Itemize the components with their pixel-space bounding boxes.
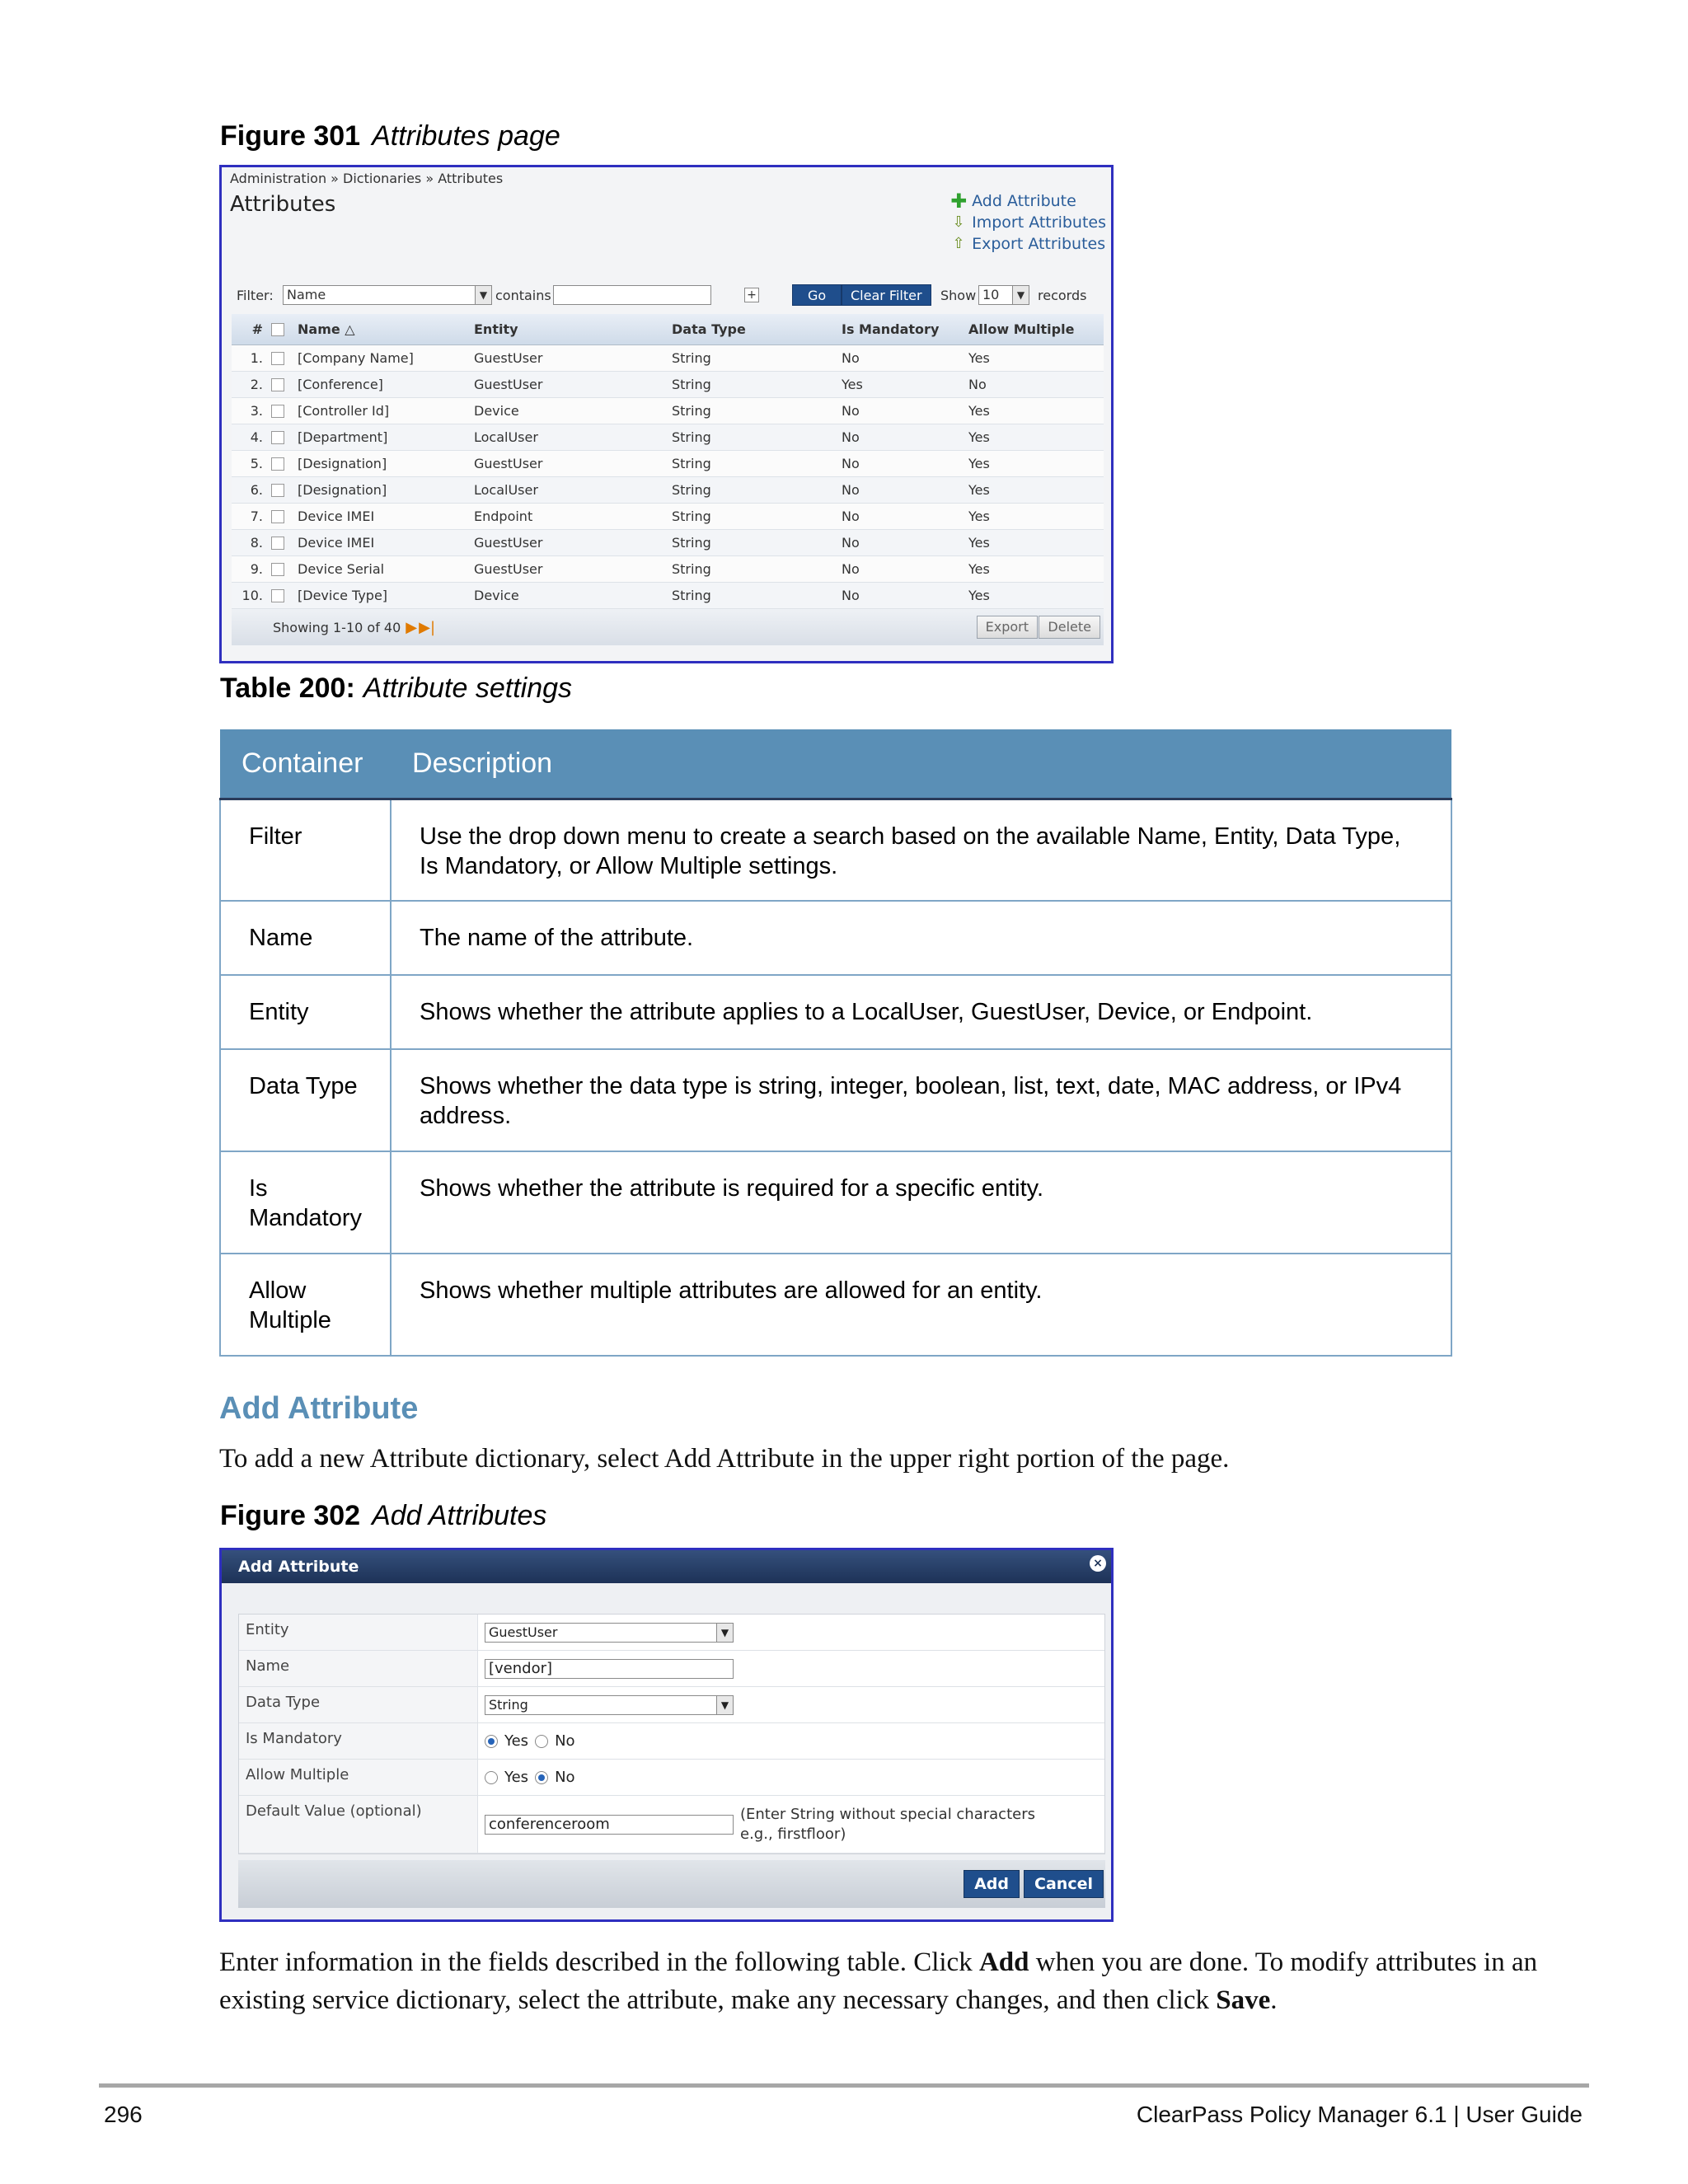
grid-footer <box>232 609 1104 645</box>
row-is-mandatory: No <box>842 535 860 551</box>
row-entity: Endpoint <box>474 509 533 524</box>
col-allow-multiple[interactable]: Allow Multiple <box>968 321 1075 337</box>
row-entity: GuestUser <box>474 377 543 392</box>
cancel-button[interactable]: Cancel <box>1024 1870 1104 1898</box>
is-mandatory-label: Is Mandatory <box>239 1723 478 1759</box>
row-number: 2. <box>250 377 263 392</box>
add-filter-icon[interactable]: + <box>744 288 759 302</box>
row-checkbox[interactable] <box>266 431 289 444</box>
row-name: [Designation] <box>298 482 387 498</box>
table-row[interactable] <box>232 451 1104 477</box>
row-entity: Device <box>474 588 519 603</box>
col-name[interactable]: Name △ <box>298 321 355 337</box>
row-checkbox[interactable] <box>266 484 289 497</box>
filter-bar <box>237 284 1104 309</box>
show-label: Show <box>940 287 977 303</box>
description-cell: Shows whether multiple attributes are allowed for an entity. <box>391 1254 1451 1356</box>
row-allow-multiple: Yes <box>968 403 990 419</box>
data-type-label: Data Type <box>239 1687 478 1722</box>
row-name: Device IMEI <box>298 535 375 551</box>
row-allow-multiple: Yes <box>968 429 990 445</box>
container-cell: Name <box>220 901 391 975</box>
row-checkbox[interactable] <box>266 510 289 523</box>
table-title: Attribute settings <box>363 673 573 704</box>
dialog-title: Add Attribute <box>238 1558 359 1576</box>
container-cell: Entity <box>220 975 391 1049</box>
table-row[interactable] <box>232 530 1104 556</box>
table-row[interactable] <box>232 504 1104 530</box>
row-data-type: String <box>672 350 711 366</box>
row-name: [Designation] <box>298 456 387 471</box>
description-cell: Shows whether the attribute is required for a specific entity. <box>391 1151 1451 1254</box>
row-data-type: String <box>672 377 711 392</box>
default-value-label: Default Value (optional) <box>239 1796 478 1853</box>
header-container: Container <box>220 729 391 799</box>
records-per-page-select[interactable]: 10 ▼ <box>978 285 1029 305</box>
row-name: Device IMEI <box>298 509 375 524</box>
row-allow-multiple: Yes <box>968 561 990 577</box>
closing-paragraph: Enter information in the fields described in the following table. Click Add when you are done. To modify attributes in an existing service dictionary, select the attribute, make any necessary changes, and then click Save. <box>219 1947 1538 2015</box>
figure-301-caption <box>220 120 560 152</box>
chevron-down-icon: ▼ <box>475 286 491 304</box>
row-number: 10. <box>241 588 263 603</box>
save-emphasis: Save <box>1216 1985 1271 2015</box>
table-row <box>220 799 1451 901</box>
section-heading: Add Attribute <box>219 1391 419 1426</box>
add-attribute-dialog <box>219 1548 1114 1922</box>
table-row[interactable] <box>232 477 1104 504</box>
attribute-settings-table <box>219 729 1452 1357</box>
dialog-footer <box>238 1860 1105 1908</box>
attribute-form: Entity GuestUser ▼ Name [vendor] Data Type String ▼ Is Mandatory Yes No Allow Multiple Yes No Default Value (optional) conferenceroom (Enter String without special characters e.g., firstfloor) <box>238 1614 1105 1854</box>
description-cell: Shows whether the data type is string, integer, boolean, list, text, date, MAC address, or IPv4 address. <box>391 1049 1451 1151</box>
table-row <box>220 1151 1451 1254</box>
mandatory-yes-radio[interactable] <box>485 1735 498 1748</box>
document-title: ClearPass Policy Manager 6.1 | User Guide <box>1136 2102 1582 2127</box>
row-number: 3. <box>250 403 263 419</box>
row-checkbox[interactable] <box>266 563 289 576</box>
sort-asc-icon: △ <box>345 321 355 337</box>
col-data-type[interactable]: Data Type <box>672 321 746 337</box>
footer-divider <box>99 2083 1589 2088</box>
chevron-down-icon: ▼ <box>716 1696 733 1714</box>
add-button[interactable]: Add <box>964 1870 1020 1898</box>
row-data-type: String <box>672 456 711 471</box>
table-header-row <box>220 729 1451 799</box>
table-row <box>220 1254 1451 1356</box>
row-checkbox[interactable] <box>266 457 289 471</box>
delete-button[interactable]: Delete <box>1039 616 1100 639</box>
row-checkbox[interactable] <box>266 405 289 418</box>
row-name: [Controller Id] <box>298 403 390 419</box>
description-cell: The name of the attribute. <box>391 901 1451 975</box>
entity-label: Entity <box>239 1615 478 1650</box>
row-allow-multiple: Yes <box>968 482 990 498</box>
grid-body <box>232 345 1104 609</box>
chevron-down-icon: ▼ <box>716 1624 733 1642</box>
export-button[interactable]: Export <box>977 616 1038 639</box>
row-is-mandatory: No <box>842 482 860 498</box>
row-name: [Conference] <box>298 377 383 392</box>
default-value-input[interactable]: conferenceroom <box>485 1815 734 1835</box>
row-is-mandatory: No <box>842 588 860 603</box>
multiple-yes-radio[interactable] <box>485 1771 498 1784</box>
add-attribute-link[interactable]: ✚ Add Attribute <box>950 190 1076 213</box>
chevron-down-icon: ▼ <box>1012 286 1029 304</box>
row-allow-multiple: Yes <box>968 509 990 524</box>
figure-title: Add Attributes <box>372 1500 547 1531</box>
container-cell: Filter <box>220 799 391 901</box>
clear-filter-button[interactable]: Clear Filter <box>842 284 931 306</box>
multiple-no-radio[interactable] <box>535 1771 548 1784</box>
header-description: Description <box>391 729 1451 799</box>
row-data-type: String <box>672 482 711 498</box>
last-page-icon[interactable]: ▶| <box>419 618 436 636</box>
row-allow-multiple: Yes <box>968 456 990 471</box>
row-data-type: String <box>672 535 711 551</box>
table-200-caption <box>220 673 572 705</box>
row-number: 9. <box>250 561 263 577</box>
row-entity: LocalUser <box>474 482 538 498</box>
name-input[interactable]: [vendor] <box>485 1659 734 1679</box>
row-number: 8. <box>250 535 263 551</box>
row-is-mandatory: No <box>842 350 860 366</box>
row-data-type: String <box>672 588 711 603</box>
records-label: records <box>1038 287 1087 303</box>
row-entity: GuestUser <box>474 456 543 471</box>
row-allow-multiple: No <box>968 377 987 392</box>
row-name: Device Serial <box>298 561 385 577</box>
page-title: Attributes <box>230 192 336 217</box>
figure-302-caption <box>220 1500 546 1532</box>
row-entity: GuestUser <box>474 350 543 366</box>
page-number: 296 <box>104 2102 143 2127</box>
row-is-mandatory: No <box>842 509 860 524</box>
entity-select[interactable]: GuestUser ▼ <box>485 1623 734 1643</box>
data-type-select[interactable]: String ▼ <box>485 1695 734 1715</box>
container-cell: Data Type <box>220 1049 391 1151</box>
row-number: 5. <box>250 456 263 471</box>
description-cell: Use the drop down menu to create a search based on the available Name, Entity, Data Type, Is Mandatory, or Allow Multiple settings. <box>391 799 1451 901</box>
row-entity: LocalUser <box>474 429 538 445</box>
row-checkbox[interactable] <box>266 589 289 602</box>
filter-label: Filter: <box>237 287 274 303</box>
allow-multiple-label: Allow Multiple <box>239 1760 478 1795</box>
grid-header <box>232 314 1104 345</box>
attributes-page-screenshot <box>219 165 1114 663</box>
figure-label: Figure 301 <box>220 120 361 152</box>
row-allow-multiple: Yes <box>968 535 990 551</box>
breadcrumb: Administration » Dictionaries » Attributes <box>230 171 504 186</box>
table-row[interactable] <box>232 398 1104 424</box>
import-attributes-link[interactable]: ⇩ Import Attributes <box>950 212 1106 233</box>
plus-icon: ✚ <box>950 190 968 213</box>
table-row[interactable] <box>232 345 1104 372</box>
filter-value-input[interactable] <box>553 285 711 305</box>
table-row[interactable] <box>232 583 1104 609</box>
row-entity: GuestUser <box>474 561 543 577</box>
table-row[interactable] <box>232 372 1104 398</box>
table-row <box>220 901 1451 975</box>
row-name: [Device Type] <box>298 588 388 603</box>
export-attributes-link[interactable]: ⇧ Export Attributes <box>950 233 1106 255</box>
row-number: 1. <box>250 350 263 366</box>
row-number: 6. <box>250 482 263 498</box>
col-num: # <box>251 321 263 337</box>
action-links <box>950 190 1106 255</box>
row-entity: GuestUser <box>474 535 543 551</box>
go-button[interactable]: Go <box>792 284 842 306</box>
section-intro: To add a new Attribute dictionary, select Add Attribute in the upper right portion of the page. <box>219 1444 1230 1474</box>
description-cell: Shows whether the attribute applies to a LocalUser, GuestUser, Device, or Endpoint. <box>391 975 1451 1049</box>
row-is-mandatory: No <box>842 403 860 419</box>
export-icon: ⇧ <box>952 235 965 252</box>
row-allow-multiple: Yes <box>968 588 990 603</box>
row-data-type: String <box>672 561 711 577</box>
table-row[interactable] <box>232 556 1104 583</box>
add-emphasis: Add <box>978 1947 1029 1977</box>
row-allow-multiple: Yes <box>968 350 990 366</box>
col-is-mandatory[interactable]: Is Mandatory <box>842 321 940 337</box>
select-all-checkbox[interactable] <box>266 323 289 336</box>
row-is-mandatory: Yes <box>842 377 863 392</box>
row-checkbox[interactable] <box>266 537 289 550</box>
default-value-hint: (Enter String without special characters e.g., firstfloor) <box>740 1805 1035 1843</box>
next-page-icon[interactable]: ▶ <box>406 618 418 636</box>
table-label: Table 200: <box>220 673 355 704</box>
row-number: 4. <box>250 429 263 445</box>
showing-count: Showing 1-10 of 40 <box>273 619 401 635</box>
container-cell: Is Mandatory <box>220 1151 391 1254</box>
table-row <box>220 975 1451 1049</box>
table-row <box>220 1049 1451 1151</box>
row-is-mandatory: No <box>842 561 860 577</box>
row-name: [Company Name] <box>298 350 414 366</box>
figure-label: Figure 302 <box>220 1500 361 1531</box>
filter-field-select[interactable]: Name ▼ <box>283 285 492 305</box>
row-name: [Department] <box>298 429 388 445</box>
table-row[interactable] <box>232 424 1104 451</box>
close-icon[interactable]: × <box>1090 1555 1106 1572</box>
row-data-type: String <box>672 509 711 524</box>
row-data-type: String <box>672 403 711 419</box>
filter-op-label: contains <box>495 287 551 303</box>
row-entity: Device <box>474 403 519 419</box>
attributes-grid <box>232 314 1104 645</box>
import-icon: ⇩ <box>952 213 965 231</box>
row-is-mandatory: No <box>842 429 860 445</box>
row-checkbox[interactable] <box>266 352 289 365</box>
col-entity[interactable]: Entity <box>474 321 518 337</box>
row-number: 7. <box>250 509 263 524</box>
mandatory-no-radio[interactable] <box>535 1735 548 1748</box>
row-checkbox[interactable] <box>266 378 289 391</box>
row-data-type: String <box>672 429 711 445</box>
figure-title: Attributes page <box>372 120 560 152</box>
row-is-mandatory: No <box>842 456 860 471</box>
dialog-titlebar <box>222 1550 1111 1583</box>
name-label: Name <box>239 1651 478 1686</box>
container-cell: Allow Multiple <box>220 1254 391 1356</box>
